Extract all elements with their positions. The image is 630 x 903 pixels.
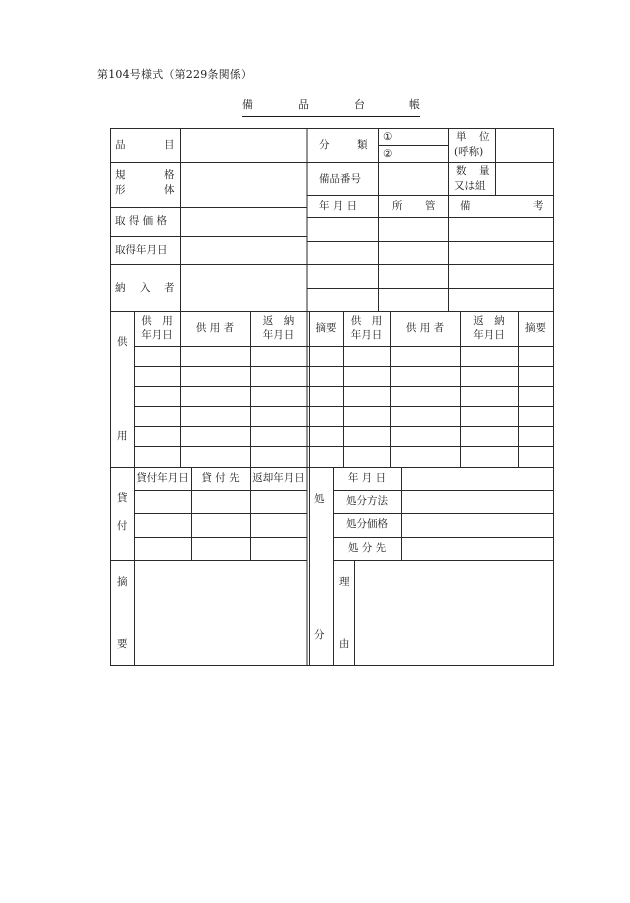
- bunrui-option-2: ②: [383, 148, 393, 160]
- header-date: 年 月 日: [319, 200, 358, 212]
- header-henno-date: 返 納: [262, 315, 295, 327]
- side-label-shobun: 分: [314, 629, 325, 641]
- label-tani: 単: [456, 131, 467, 143]
- row-label-method: 処分方法: [346, 495, 388, 507]
- label-keitai: 体: [164, 184, 175, 196]
- label-bihin-bango: 備品番号: [319, 173, 361, 185]
- label-tani-note: (呼称): [454, 146, 484, 158]
- header-kyoyosha: 供 用 者: [405, 322, 445, 334]
- label-suryo-note: 又は組: [454, 180, 486, 192]
- row-label-date: 年 月 日: [347, 472, 387, 484]
- label-keitai: 形: [115, 184, 126, 196]
- label-bunrui: 分: [319, 139, 330, 151]
- label-bunrui: 類: [357, 139, 368, 151]
- form-header: 第104号様式（第229条関係）: [97, 68, 253, 81]
- header-henno-date: 年月日: [473, 329, 505, 341]
- header-kyoyo-date: 供 用: [141, 315, 173, 327]
- label-nounyusha: 納: [115, 282, 126, 294]
- label-suryo: 量: [479, 165, 490, 177]
- header-kashitsuke-date: 貸付年月日: [136, 472, 189, 484]
- side-label-tekiyo: 摘: [117, 576, 128, 588]
- title-char: 帳: [409, 98, 420, 111]
- header-biko: 備: [460, 200, 471, 212]
- title-char: 台: [354, 98, 365, 111]
- header-henno-date: 返 納: [473, 315, 505, 327]
- label-tani: 位: [479, 131, 490, 143]
- row-label-price: 処分価格: [346, 518, 388, 530]
- label-kikaku: 格: [164, 169, 175, 181]
- bunrui-option-1: ①: [383, 131, 393, 143]
- header-kyoyo-date: 年月日: [350, 329, 383, 341]
- side-label-tekiyo: 要: [117, 638, 128, 650]
- label-riyu: 理: [339, 576, 350, 588]
- label-hinmoku: 品: [115, 139, 126, 151]
- label-hinmoku: 目: [164, 139, 175, 151]
- label-suryo: 数: [456, 165, 467, 177]
- header-return-date: 返却年月日: [252, 472, 305, 484]
- label-nounyusha: 者: [164, 282, 175, 294]
- header-kyoyo-date: 年月日: [141, 329, 173, 341]
- header-shokan: 所: [392, 200, 403, 212]
- header-kyoyosha: 供 用 者: [195, 322, 235, 334]
- label-nounyusha: 入: [140, 282, 151, 294]
- side-label-kyoyo: 供: [117, 336, 128, 348]
- label-shutoku-kakaku: 取 得 価 格: [115, 215, 168, 227]
- side-label-shobun: 処: [314, 493, 325, 505]
- header-kashitsuke-saki: 貸 付 先: [201, 472, 240, 484]
- header-shokan: 管: [425, 200, 436, 212]
- header-tekiyo: 摘要: [315, 322, 337, 334]
- header-kyoyo-date: 供 用: [350, 315, 383, 327]
- row-label-saki: 処 分 先: [347, 542, 387, 554]
- title-char: 品: [298, 98, 309, 111]
- header-biko: 考: [533, 200, 544, 212]
- title-char: 備: [242, 98, 253, 111]
- header-henno-date: 年月日: [262, 329, 295, 341]
- label-riyu: 由: [339, 638, 350, 650]
- label-shutoku-date: 取得年月日: [115, 244, 168, 256]
- header-tekiyo: 摘要: [525, 322, 546, 334]
- side-label-kashitsuke: 貸: [117, 492, 128, 504]
- label-kikaku: 規: [115, 169, 126, 181]
- side-label-kyoyo: 用: [117, 430, 128, 442]
- side-label-kashitsuke: 付: [117, 520, 128, 532]
